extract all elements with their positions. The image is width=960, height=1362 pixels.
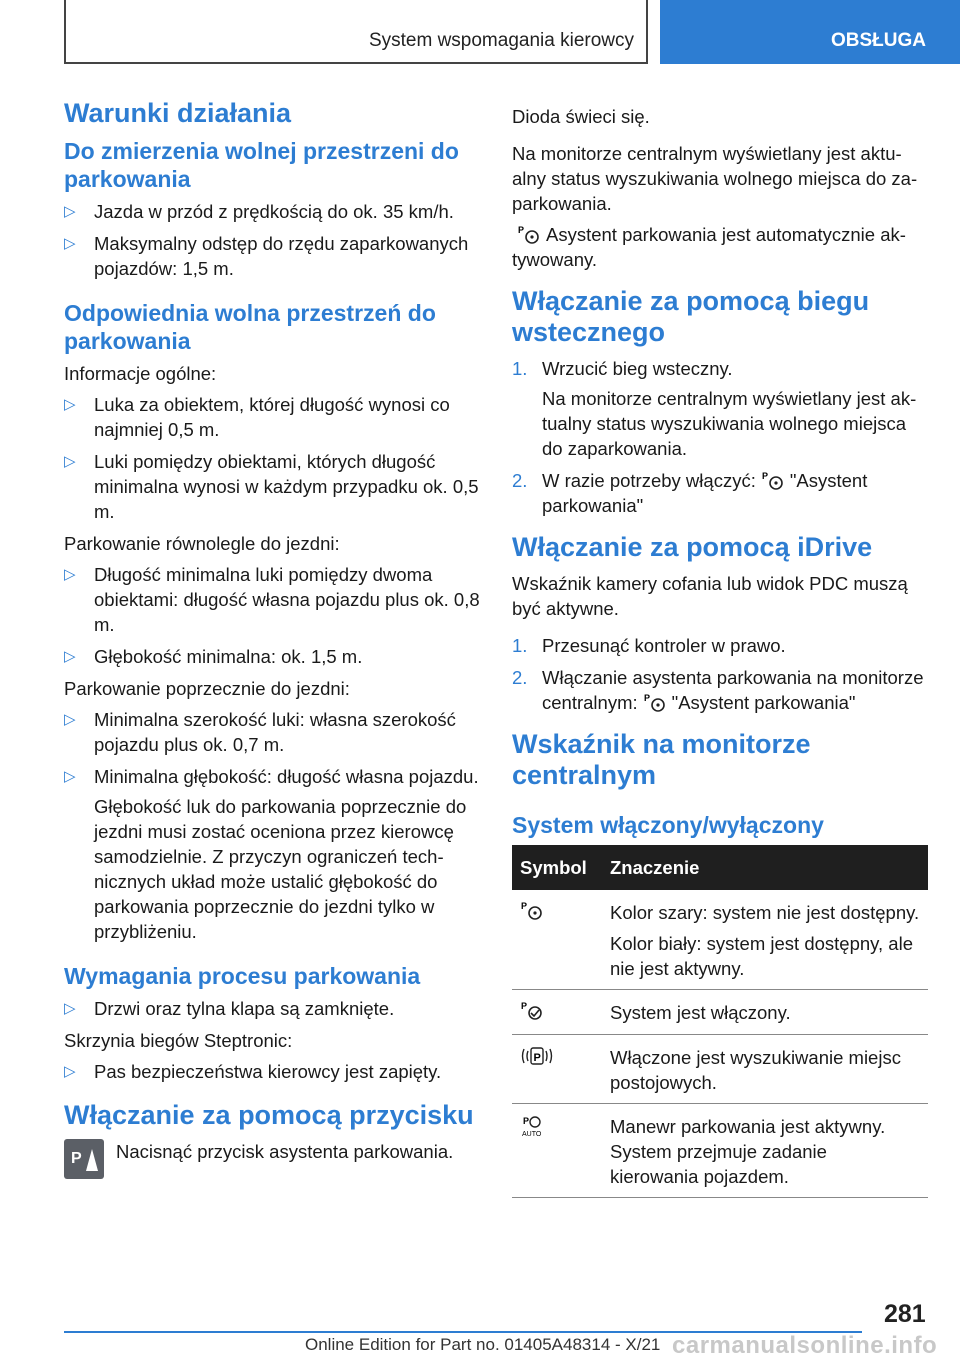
- bullet-triangle-icon: ▷: [64, 235, 76, 252]
- diode-text: Dioda świeci się.: [512, 106, 650, 127]
- button-instruction: P Nacisnąć przycisk asystenta parkowania.: [64, 1139, 480, 1179]
- bullet-triangle-icon: ▷: [64, 768, 76, 785]
- list-item: ▷ Luka za obiektem, której długość wynosi co najmniej 0,5 m.: [64, 394, 450, 440]
- park-assist-button-icon[interactable]: [64, 1139, 104, 1179]
- bullet-triangle-icon: ▷: [64, 711, 76, 728]
- list-item: 1. Wrzucić bieg wsteczny. Na monitorze centralnym wyświetlany jest aktualny status wyszukiwania wolnego miejsca do zaparkowania.: [512, 358, 917, 459]
- svg-text:P: P: [533, 1052, 541, 1064]
- monitor-text: Na monitorze centralnym wyświetlany jest aktualny status wyszukiwania wolnego miejsca do zaparkowania.: [512, 143, 918, 214]
- parallel-label: Parkowanie równolegle do jezdni:: [64, 533, 340, 554]
- steptronic-list: [64, 1059, 480, 1084]
- list-item: 2. Włączanie asystenta parkowania na monitorze centralnym: P "Asystent parkowania": [512, 667, 924, 713]
- table-row: P Włączone jest wyszukiwanie miejsc postojowych.: [512, 1035, 928, 1104]
- svg-text:P: P: [643, 693, 650, 703]
- table-header-row: [512, 845, 928, 890]
- svg-text:P: P: [518, 225, 525, 235]
- heading-indicator: Wskaźnik na monitorze centralnym: [512, 729, 811, 790]
- requirements-list: [64, 996, 480, 1021]
- svg-text:P: P: [71, 1150, 82, 1167]
- idrive-steps: [512, 633, 928, 715]
- reverse-steps: [512, 356, 928, 518]
- list-item: ▷ Pas bezpieczeństwa kierowcy jest zapięty.: [64, 1061, 442, 1082]
- heading-conditions: Warunki działania: [64, 98, 292, 128]
- park-assist-icon: [520, 900, 544, 920]
- parking-auto-icon: [520, 1114, 546, 1138]
- park-assist-icon: [762, 470, 784, 490]
- symbol-table: [512, 845, 928, 1198]
- svg-text:P: P: [761, 471, 768, 481]
- header-box: [64, 0, 648, 64]
- list-item: ▷ Minimalna głębokość: długość własna pojazdu. Głębokość luk do parkowania poprzecznie do jezdni musi zostać oceniona przez kierowcę samodzielnie. Z przyczyn ograniczeń technicznych układ może ustalić głębokość do parkowania poprzecznie do jezdni tylko w przybliżeniu.: [64, 766, 479, 942]
- list-item: ▷ Minimalna szerokość luki: własna szerokość pojazdu plus ok. 0,7 m.: [64, 709, 456, 755]
- list-item: ▷ Luki pomiędzy obiektami, których długość minimalna wynosi w każdym przypadku ok. 0,5 m.: [64, 451, 479, 522]
- list-item: ▷ Drzwi oraz tylna klapa są zamknięte.: [64, 998, 395, 1019]
- bullet-triangle-icon: ▷: [64, 1063, 76, 1080]
- bullet-triangle-icon: ▷: [64, 396, 76, 413]
- section-tab[interactable]: [660, 0, 960, 64]
- svg-text:P: P: [521, 901, 528, 911]
- page-number: 281: [884, 1300, 926, 1328]
- heading-onoff: System włączony/wyłączony: [512, 812, 824, 838]
- perpendicular-list: [64, 707, 480, 944]
- right-column: [512, 104, 928, 1198]
- general-list: [64, 392, 480, 524]
- list-item: 1. Przesunąć kontroler w prawo.: [512, 635, 786, 656]
- auto-text: P Asystent parkowania jest automatycznie aktywowany.: [512, 224, 906, 270]
- measure-list: [64, 199, 480, 281]
- park-assist-icon: [518, 224, 540, 244]
- list-item: ▷ Głębokość minimalna: ok. 1,5 m.: [64, 646, 363, 667]
- heading-requirements: Wymagania procesu parkowania: [64, 963, 421, 989]
- col-meaning-header: Znaczenie: [602, 845, 928, 890]
- parking-search-icon: [520, 1045, 554, 1067]
- bullet-triangle-icon: ▷: [64, 648, 76, 665]
- list-item: ▷ Długość minimalna luki pomiędzy dwoma obiektami: długość własna pojazdu plus ok. 0,8 m.: [64, 564, 480, 635]
- table-row: P System jest włączony.: [512, 990, 928, 1035]
- heading-idrive: Włączanie za pomocą iDrive: [512, 532, 873, 562]
- steptronic-label: Skrzynia biegów Steptronic:: [64, 1030, 293, 1051]
- bullet-triangle-icon: ▷: [64, 453, 76, 470]
- bullet-triangle-icon: ▷: [64, 1000, 76, 1017]
- edition-text: Online Edition for Part no. 01405A48314 - X/21: [305, 1335, 661, 1354]
- list-item: 2. W razie potrzeby włączyć: P "Asystent parkowania": [512, 470, 868, 516]
- heading-reverse: Włączanie za pomocą biegu wstecznego: [512, 286, 870, 347]
- table-row: P AUTO Manewr parkowania jest aktywny. System przejmuje zadanie kierowania pojazdem.: [512, 1104, 928, 1198]
- parallel-list: [64, 562, 480, 669]
- park-assist-on-icon: [520, 1000, 544, 1020]
- heading-button: Włączanie za pomocą przycisku: [64, 1100, 474, 1130]
- watermark: carmanualsonline.info: [672, 1332, 938, 1359]
- idrive-text: Wskaźnik kamery cofania lub widok PDC muszą być aktywne.: [512, 573, 908, 619]
- perpendicular-note: Głębokość luk do parkowania poprzecznie do jezdni musi zostać oceniona przez kierowcę samodzielnie. Z przyczyn ograniczeń technicznych układ może ustalić głębokość do parkowania poprzecznie do jezdni tylko w przybliżeniu.: [94, 796, 467, 942]
- svg-text:P: P: [521, 1001, 528, 1011]
- bullet-triangle-icon: ▷: [64, 203, 76, 220]
- left-column: [64, 98, 480, 1185]
- section-tab-label: OBSŁUGA: [831, 30, 926, 51]
- header-title: System wspomagania kierowcy: [368, 30, 634, 51]
- svg-text:P: P: [523, 1116, 530, 1126]
- list-item: ▷ Maksymalny odstęp do rzędu zaparkowanych pojazdów: 1,5 m.: [64, 233, 469, 279]
- svg-text:AUTO: AUTO: [522, 1131, 542, 1138]
- col-symbol-header: Symbol: [512, 845, 602, 890]
- heading-measure: Do zmierzenia wolnej przestrzeni do parkowania: [64, 138, 459, 192]
- general-label: Informacje ogólne:: [64, 363, 217, 384]
- perpendicular-label: Parkowanie poprzecznie do jezdni:: [64, 678, 350, 699]
- table-row: P Kolor szary: system nie jest dostępny. Kolor biały: system jest dostępny, ale nie jest aktywny.: [512, 890, 928, 990]
- heading-space: Odpowiednia wolna przestrzeń do parkowania: [64, 300, 436, 354]
- park-assist-icon: [644, 692, 666, 712]
- bullet-triangle-icon: ▷: [64, 566, 76, 583]
- list-item: ▷ Jazda w przód z prędkością do ok. 35 km/h.: [64, 201, 454, 222]
